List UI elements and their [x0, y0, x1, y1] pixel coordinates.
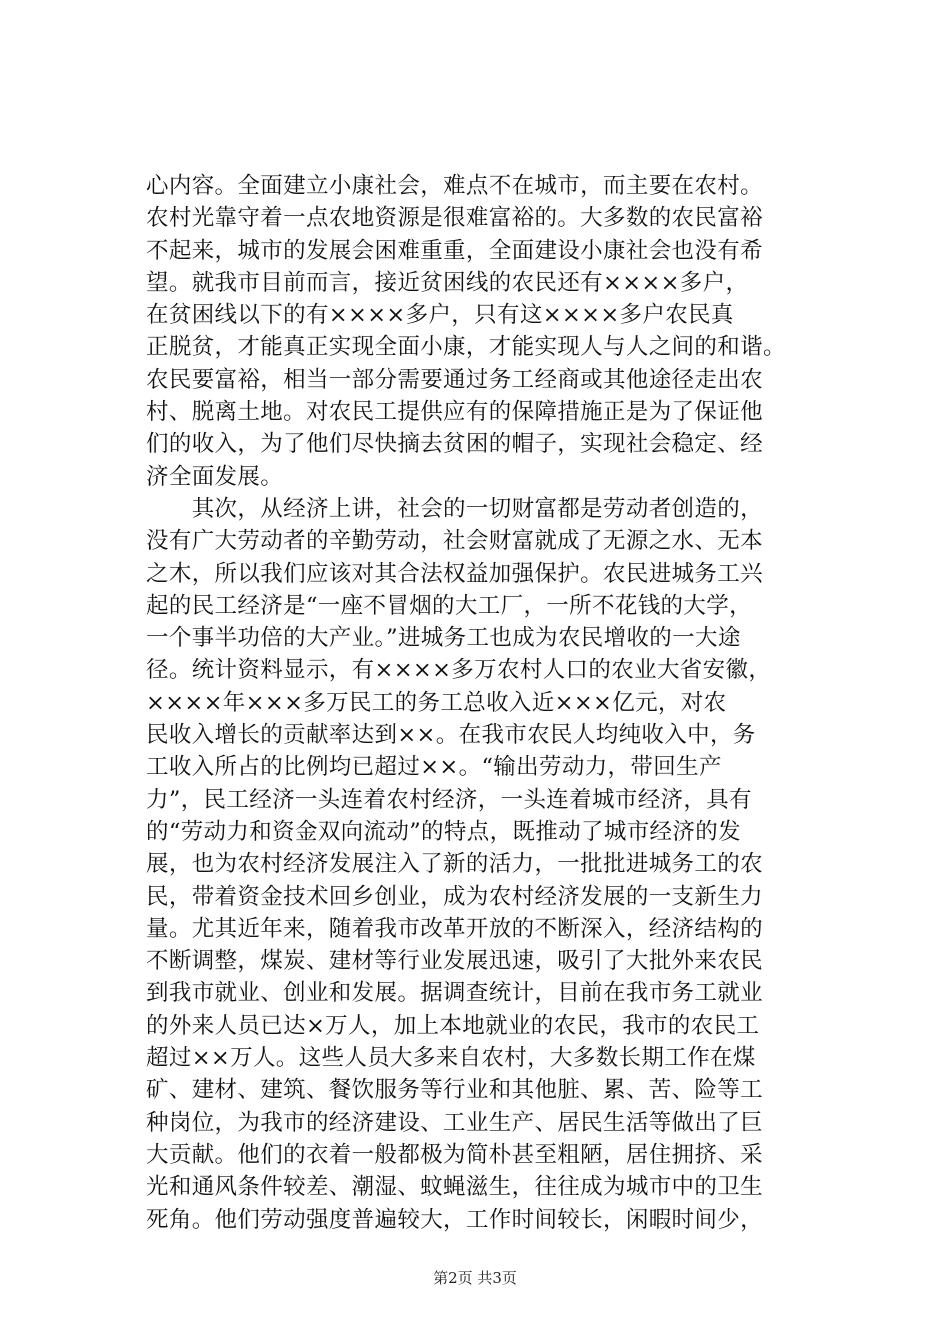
text-line: 矿、建材、建筑、餐饮服务等行业和其他脏、累、苦、险等工 — [146, 1077, 763, 1104]
text-line: ××××年×××多万民工的务工总收入近×××亿元，对农 — [146, 689, 727, 716]
page-number-footer: 第2页 共3页 — [433, 1269, 517, 1287]
text-line: 们的收入，为了他们尽快摘去贫困的帽子，实现社会稳定、经 — [146, 431, 763, 458]
text-line: 量。尤其近年来，随着我市改革开放的不断深入，经济结构的 — [146, 915, 763, 942]
text-line: 村、脱离土地。对农民工提供应有的保障措施正是为了保证他 — [146, 399, 763, 426]
paragraph-2 — [146, 493, 826, 1236]
text-line: 大贡献。他们的衣着一般都极为简朴甚至粗陋，居住拥挤、采 — [146, 1141, 763, 1168]
text-line: 的外来人员已达×万人，加上本地就业的农民，我市的农民工 — [146, 1012, 760, 1039]
text-line: 之木，所以我们应该对其合法权益加强保护。农民进城务工兴 — [146, 560, 763, 587]
body-text — [146, 170, 826, 1236]
text-line: 农民要富裕，相当一部分需要通过务工经商或其他途径走出农 — [146, 366, 763, 393]
text-line: 心内容。全面建立小康社会，难点不在城市，而主要在农村。 — [146, 173, 763, 199]
text-line: 死角。他们劳动强度普遍较大，工作时间较长，闲暇时间少， — [146, 1206, 763, 1233]
text-line: 一个事半功倍的大产业。”进城务工也成为农民增收的一大途 — [146, 625, 741, 652]
text-line: 种岗位，为我市的经济建设、工业生产、居民生活等做出了巨 — [146, 1109, 763, 1136]
text-line: 到我市就业、创业和发展。据调查统计，目前在我市务工就业 — [146, 980, 763, 1007]
text-line: 在贫困线以下的有××××多户，只有这××××多户农民真 — [146, 302, 734, 329]
text-line: 不断调整，煤炭、建材等行业发展迅速，吸引了大批外来农民 — [146, 948, 763, 975]
text-line: 起的民工经济是“一座不冒烟的大工厂，一所不花钱的大学， — [146, 592, 752, 619]
text-line: 民收入增长的贡献率达到××。在我市农民人均纯收入中，务 — [146, 722, 756, 749]
text-line: 正脱贫，才能真正实现全面小康，才能实现人与人之间的和谐。 — [146, 334, 786, 361]
text-line: 的“劳动力和资金双向流动”的特点，既推动了城市经济的发 — [146, 818, 741, 845]
text-line: 望。就我市目前而言，接近贫困线的农民还有××××多户， — [146, 269, 749, 296]
text-line: 工收入所占的比例均已超过××。“输出劳动力，带回生产 — [146, 754, 722, 781]
text-line: 光和通风条件较差、潮湿、蚊蝇滋生，往往成为城市中的卫生 — [146, 1174, 763, 1201]
text-line: 没有广大劳动者的辛勤劳动，社会财富就成了无源之水、无本 — [146, 528, 763, 555]
text-line: 力”，民工经济一头连着农村经济，一头连着城市经济，具有 — [146, 786, 752, 813]
paragraph-1 — [146, 170, 826, 493]
text-line: 超过××万人。这些人员大多来自农村，大多数长期工作在煤 — [146, 1045, 756, 1072]
text-line: 径。统计资料显示，有××××多万农村人口的农业大省安徽， — [146, 657, 772, 684]
text-line: 民，带着资金技术回乡创业，成为农村经济发展的一支新生力 — [146, 883, 763, 910]
text-line: 济全面发展。 — [146, 463, 284, 490]
text-line: 其次，从经济上讲，社会的一切财富都是劳动者创造的， — [146, 495, 763, 522]
text-line: 不起来，城市的发展会困难重重，全面建设小康社会也没有希 — [146, 237, 763, 264]
text-line: 展，也为农村经济发展注入了新的活力，一批批进城务工的农 — [146, 851, 763, 878]
text-line: 农村光靠守着一点农地资源是很难富裕的。大多数的农民富裕 — [146, 205, 763, 232]
